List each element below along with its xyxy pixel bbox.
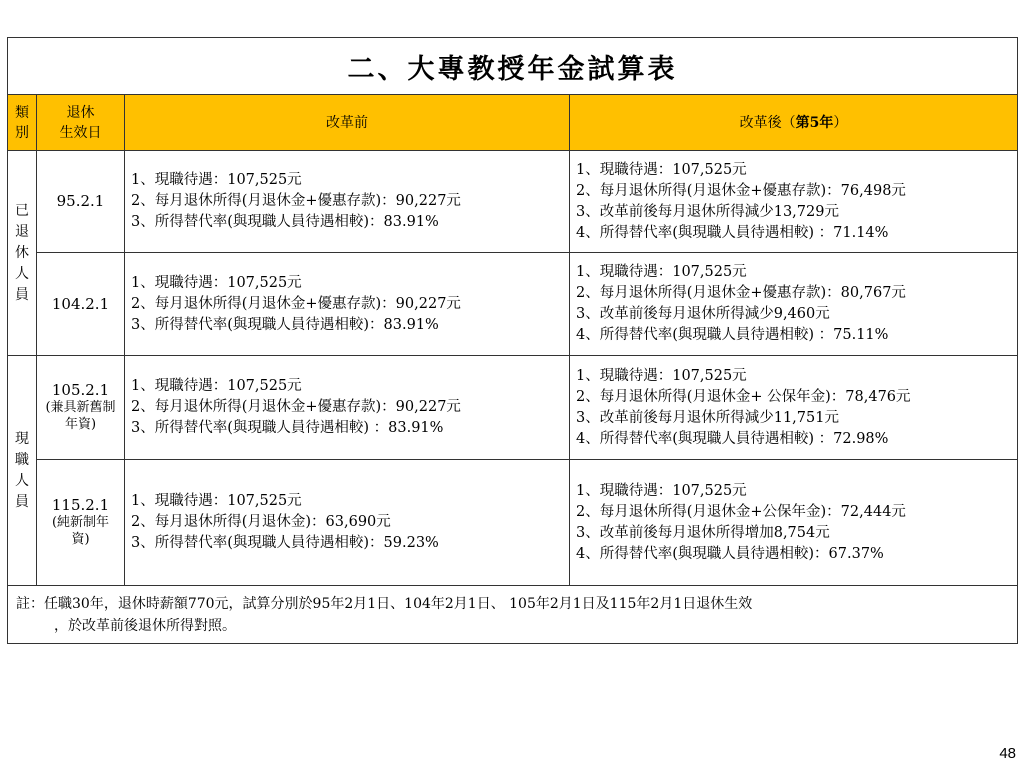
page-number: 48 bbox=[999, 745, 1016, 762]
group-label-char: 職 bbox=[15, 451, 29, 468]
row-before: 1、現職待遇：107,525元 2、每月退休所得(月退休金+優惠存款)：90,227元 3、所得替代率(與現職人員待遇相較)：83.91% bbox=[125, 151, 570, 253]
group-label-char: 退 bbox=[15, 223, 29, 240]
row-after: 1、現職待遇：107,525元 2、每月退休所得(月退休金+ 公保年金)：78,476元 3、改革前後每月退休所得減少11,751元 4、所得替代率(與現職人員待遇相較) ：72.98% bbox=[570, 356, 1018, 460]
group-label-char: 休 bbox=[15, 244, 29, 261]
row-date: 95.2.1 bbox=[37, 151, 125, 253]
header-retire-date: 退休 生效日 bbox=[37, 95, 125, 151]
group-current bbox=[8, 356, 37, 586]
group-label-char: 人 bbox=[15, 472, 29, 489]
row-date: 115.2.1 (純新制年資) bbox=[37, 460, 125, 586]
group-label-char: 已 bbox=[15, 202, 29, 219]
row-before: 1、現職待遇：107,525元 2、每月退休所得(月退休金+優惠存款)：90,227元 3、所得替代率(與現職人員待遇相較)：83.91% bbox=[125, 253, 570, 356]
group-label-char: 員 bbox=[15, 286, 29, 303]
header-category: 類 別 bbox=[8, 95, 37, 151]
row-after: 1、現職待遇：107,525元 2、每月退休所得(月退休金+優惠存款)：76,498元 3、改革前後每月退休所得減少13,729元 4、所得替代率(與現職人員待遇相較) ：71.14% bbox=[570, 151, 1018, 253]
group-label-char: 人 bbox=[15, 265, 29, 282]
group-label bbox=[8, 201, 36, 306]
row-date: 105.2.1 (兼具新舊制年資) bbox=[37, 356, 125, 460]
header-before-reform: 改革前 bbox=[125, 95, 570, 151]
pension-table bbox=[7, 37, 1018, 644]
row-date-note: (純新制年資) bbox=[51, 515, 110, 547]
footnote: 註：任職30年，退休時薪額770元，試算分別於95年2月1日、104年2月1日、 105年2月1日及115年2月1日退休生效 ，於改革前後退休所得對照。 bbox=[8, 586, 1018, 644]
row-after: 1、現職待遇：107,525元 2、每月退休所得(月退休金+優惠存款)：80,767元 3、改革前後每月退休所得減少9,460元 4、所得替代率(與現職人員待遇相較) ：75.11% bbox=[570, 253, 1018, 356]
row-date: 104.2.1 bbox=[37, 253, 125, 356]
row-before: 1、現職待遇：107,525元 2、每月退休所得(月退休金)：63,690元 3、所得替代率(與現職人員待遇相較)：59.23% bbox=[125, 460, 570, 586]
table-title: 二、大專教授年金試算表 bbox=[8, 38, 1018, 95]
group-label-char: 員 bbox=[15, 493, 29, 510]
row-after: 1、現職待遇：107,525元 2、每月退休所得(月退休金+公保年金)：72,444元 3、改革前後每月退休所得增加8,754元 4、所得替代率(與現職人員待遇相較)：67.37% bbox=[570, 460, 1018, 586]
row-date-note: (兼具新舊制年資) bbox=[45, 400, 116, 432]
header-after-reform: 改革後（第5年） bbox=[570, 95, 1018, 151]
row-before: 1、現職待遇：107,525元 2、每月退休所得(月退休金+優惠存款)：90,227元 3、所得替代率(與現職人員待遇相較) ：83.91% bbox=[125, 356, 570, 460]
group-label-char: 現 bbox=[15, 430, 29, 447]
group-label bbox=[8, 429, 36, 513]
group-retired bbox=[8, 151, 37, 356]
